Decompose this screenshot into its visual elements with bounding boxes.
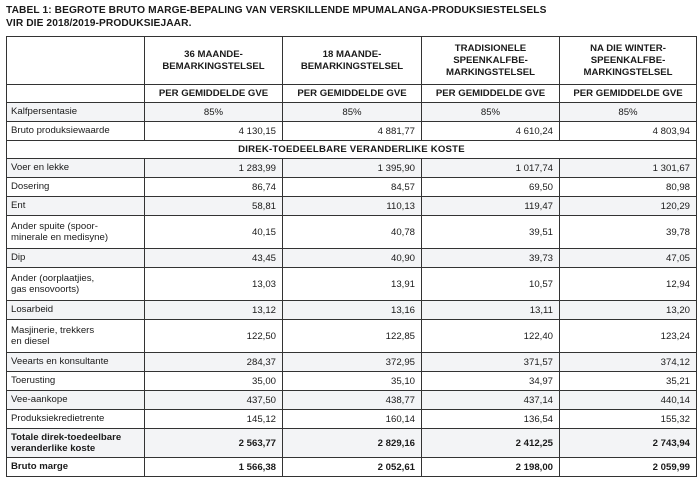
row-label bbox=[7, 372, 145, 391]
value-cell: 35,10 bbox=[283, 372, 422, 391]
table-row bbox=[7, 197, 697, 216]
table-title-line-2: VIR DIE 2018/2019-PRODUKSIEJAAR. bbox=[6, 18, 192, 29]
column-header bbox=[560, 37, 697, 85]
table-row bbox=[7, 159, 697, 178]
row-label-line: Vee-aankope bbox=[11, 394, 68, 406]
value-cell: 13,20 bbox=[560, 301, 697, 320]
value-cell: 371,57 bbox=[422, 353, 560, 372]
value-cell: 1 017,74 bbox=[422, 159, 560, 178]
value-cell: 438,77 bbox=[283, 391, 422, 410]
value-cell: 122,50 bbox=[145, 320, 283, 353]
value-cell: 13,11 bbox=[422, 301, 560, 320]
value-cell: 1 283,99 bbox=[145, 159, 283, 178]
row-label-line: Kalfpersentasie bbox=[11, 106, 78, 118]
row-label-line: Dosering bbox=[11, 181, 50, 193]
row-label bbox=[7, 249, 145, 268]
value-cell: 80,98 bbox=[560, 178, 697, 197]
value-cell: 40,90 bbox=[283, 249, 422, 268]
row-label-line: Ander spuite (spoor- bbox=[11, 220, 98, 232]
value-cell: 145,12 bbox=[145, 410, 283, 429]
row-label-line: minerale en medisyne) bbox=[11, 232, 109, 243]
row-label-line: Bruto marge bbox=[11, 461, 69, 473]
value-cell: 85% bbox=[283, 103, 422, 122]
row-label bbox=[7, 178, 145, 197]
column-header-line: MARKINGSTELSEL bbox=[445, 66, 535, 78]
value-cell: 58,81 bbox=[145, 197, 283, 216]
unit-header-row bbox=[7, 85, 697, 103]
value-cell: 284,37 bbox=[145, 353, 283, 372]
table-row bbox=[7, 249, 697, 268]
row-label-line: Totale direk-toedeelbare bbox=[11, 431, 122, 443]
row-label bbox=[7, 410, 145, 429]
value-cell: 39,73 bbox=[422, 249, 560, 268]
value-cell: 2 059,99 bbox=[560, 458, 697, 477]
row-label bbox=[7, 103, 145, 122]
table-title-line-1: TABEL 1: BEGROTE BRUTO MARGE-BEPALING VAN VERSKILLENDE MPUMALANGA-PRODUKSIESTELSELS bbox=[6, 5, 547, 16]
row-label bbox=[7, 122, 145, 141]
value-cell: 155,32 bbox=[560, 410, 697, 429]
table-row bbox=[7, 122, 697, 141]
value-cell: 40,15 bbox=[145, 216, 283, 249]
row-label bbox=[7, 301, 145, 320]
column-header-line: SPEENKALFBE- bbox=[453, 54, 528, 66]
row-label bbox=[7, 458, 145, 477]
value-cell: 39,78 bbox=[560, 216, 697, 249]
unit-label: PER GEMIDDELDE GVE bbox=[560, 85, 697, 103]
value-cell: 110,13 bbox=[283, 197, 422, 216]
value-cell: 85% bbox=[560, 103, 697, 122]
column-header bbox=[422, 37, 560, 85]
row-label bbox=[7, 353, 145, 372]
value-cell: 13,03 bbox=[145, 268, 283, 301]
gross-margin-row bbox=[7, 458, 697, 477]
value-cell: 39,51 bbox=[422, 216, 560, 249]
row-label bbox=[7, 216, 145, 249]
value-cell: 69,50 bbox=[422, 178, 560, 197]
value-cell: 372,95 bbox=[283, 353, 422, 372]
value-cell: 13,16 bbox=[283, 301, 422, 320]
column-header bbox=[283, 37, 422, 85]
row-label-line: veranderlike koste bbox=[11, 443, 96, 454]
value-cell: 4 610,24 bbox=[422, 122, 560, 141]
row-label-line: Masjinerie, trekkers bbox=[11, 324, 95, 336]
row-label-line: en diesel bbox=[11, 336, 50, 347]
table-title bbox=[6, 4, 696, 30]
column-header-line: BEMARKINGSTELSEL bbox=[162, 60, 265, 72]
value-cell: 2 829,16 bbox=[283, 429, 422, 458]
row-label bbox=[7, 429, 145, 458]
unit-corner-cell bbox=[7, 85, 145, 103]
row-label-line: Ander (oorplaatjies, bbox=[11, 272, 95, 284]
column-header bbox=[145, 37, 283, 85]
row-label bbox=[7, 391, 145, 410]
value-cell: 4 881,77 bbox=[283, 122, 422, 141]
column-header-line: MARKINGSTELSEL bbox=[583, 66, 673, 78]
value-cell: 2 198,00 bbox=[422, 458, 560, 477]
row-label-line: Voer en lekke bbox=[11, 162, 70, 174]
value-cell: 4 130,15 bbox=[145, 122, 283, 141]
value-cell: 1 395,90 bbox=[283, 159, 422, 178]
value-cell: 43,45 bbox=[145, 249, 283, 268]
value-cell: 437,14 bbox=[422, 391, 560, 410]
header-corner-cell bbox=[7, 37, 145, 85]
value-cell: 2 412,25 bbox=[422, 429, 560, 458]
column-header-line: NA DIE WINTER- bbox=[590, 42, 666, 54]
table-row bbox=[7, 320, 697, 353]
value-cell: 160,14 bbox=[283, 410, 422, 429]
table-row bbox=[7, 372, 697, 391]
section-header-row bbox=[7, 141, 697, 159]
table-row bbox=[7, 216, 697, 249]
value-cell: 13,91 bbox=[283, 268, 422, 301]
table-row bbox=[7, 178, 697, 197]
value-cell: 119,47 bbox=[422, 197, 560, 216]
value-cell: 84,57 bbox=[283, 178, 422, 197]
column-header-line: SPEENKALFBE- bbox=[590, 54, 666, 66]
row-label bbox=[7, 159, 145, 178]
row-label-line: gas ensovoorts) bbox=[11, 284, 80, 295]
value-cell: 4 803,94 bbox=[560, 122, 697, 141]
column-header-line: TRADISIONELE bbox=[454, 42, 527, 54]
value-cell: 40,78 bbox=[283, 216, 422, 249]
row-label-line: Losarbeid bbox=[11, 304, 54, 316]
row-label-line: Toerusting bbox=[11, 375, 56, 387]
value-cell: 2 743,94 bbox=[560, 429, 697, 458]
table-row bbox=[7, 301, 697, 320]
unit-label: PER GEMIDDELDE GVE bbox=[283, 85, 422, 103]
total-row bbox=[7, 429, 697, 458]
row-label-line: Bruto produksiewaarde bbox=[11, 125, 110, 137]
row-label-line: Veearts en konsultante bbox=[11, 356, 109, 368]
row-label-line: Produksiekredietrente bbox=[11, 413, 105, 425]
section-title: DIREK-TOEDEELBARE VERANDERLIKE KOSTE bbox=[7, 141, 697, 159]
table-row bbox=[7, 103, 697, 122]
row-label-line: Ent bbox=[11, 200, 26, 212]
value-cell: 1 566,38 bbox=[145, 458, 283, 477]
value-cell: 136,54 bbox=[422, 410, 560, 429]
row-label bbox=[7, 268, 145, 301]
table-row bbox=[7, 391, 697, 410]
table-row bbox=[7, 353, 697, 372]
row-label-line: Dip bbox=[11, 252, 26, 264]
unit-label: PER GEMIDDELDE GVE bbox=[145, 85, 283, 103]
unit-label: PER GEMIDDELDE GVE bbox=[422, 85, 560, 103]
value-cell: 10,57 bbox=[422, 268, 560, 301]
value-cell: 13,12 bbox=[145, 301, 283, 320]
row-label bbox=[7, 197, 145, 216]
gross-margin-table bbox=[6, 36, 697, 477]
value-cell: 47,05 bbox=[560, 249, 697, 268]
value-cell: 86,74 bbox=[145, 178, 283, 197]
table-row bbox=[7, 268, 697, 301]
value-cell: 437,50 bbox=[145, 391, 283, 410]
column-header-row bbox=[7, 37, 697, 85]
value-cell: 2 563,77 bbox=[145, 429, 283, 458]
value-cell: 122,40 bbox=[422, 320, 560, 353]
column-header-line: BEMARKINGSTELSEL bbox=[300, 60, 404, 72]
value-cell: 122,85 bbox=[283, 320, 422, 353]
value-cell: 374,12 bbox=[560, 353, 697, 372]
value-cell: 85% bbox=[422, 103, 560, 122]
table-row bbox=[7, 410, 697, 429]
value-cell: 12,94 bbox=[560, 268, 697, 301]
value-cell: 2 052,61 bbox=[283, 458, 422, 477]
value-cell: 123,24 bbox=[560, 320, 697, 353]
value-cell: 120,29 bbox=[560, 197, 697, 216]
value-cell: 35,00 bbox=[145, 372, 283, 391]
value-cell: 1 301,67 bbox=[560, 159, 697, 178]
value-cell: 85% bbox=[145, 103, 283, 122]
value-cell: 34,97 bbox=[422, 372, 560, 391]
column-header-line: 36 MAANDE- bbox=[184, 48, 243, 60]
value-cell: 440,14 bbox=[560, 391, 697, 410]
row-label bbox=[7, 320, 145, 353]
value-cell: 35,21 bbox=[560, 372, 697, 391]
column-header-line: 18 MAANDE- bbox=[322, 48, 382, 60]
